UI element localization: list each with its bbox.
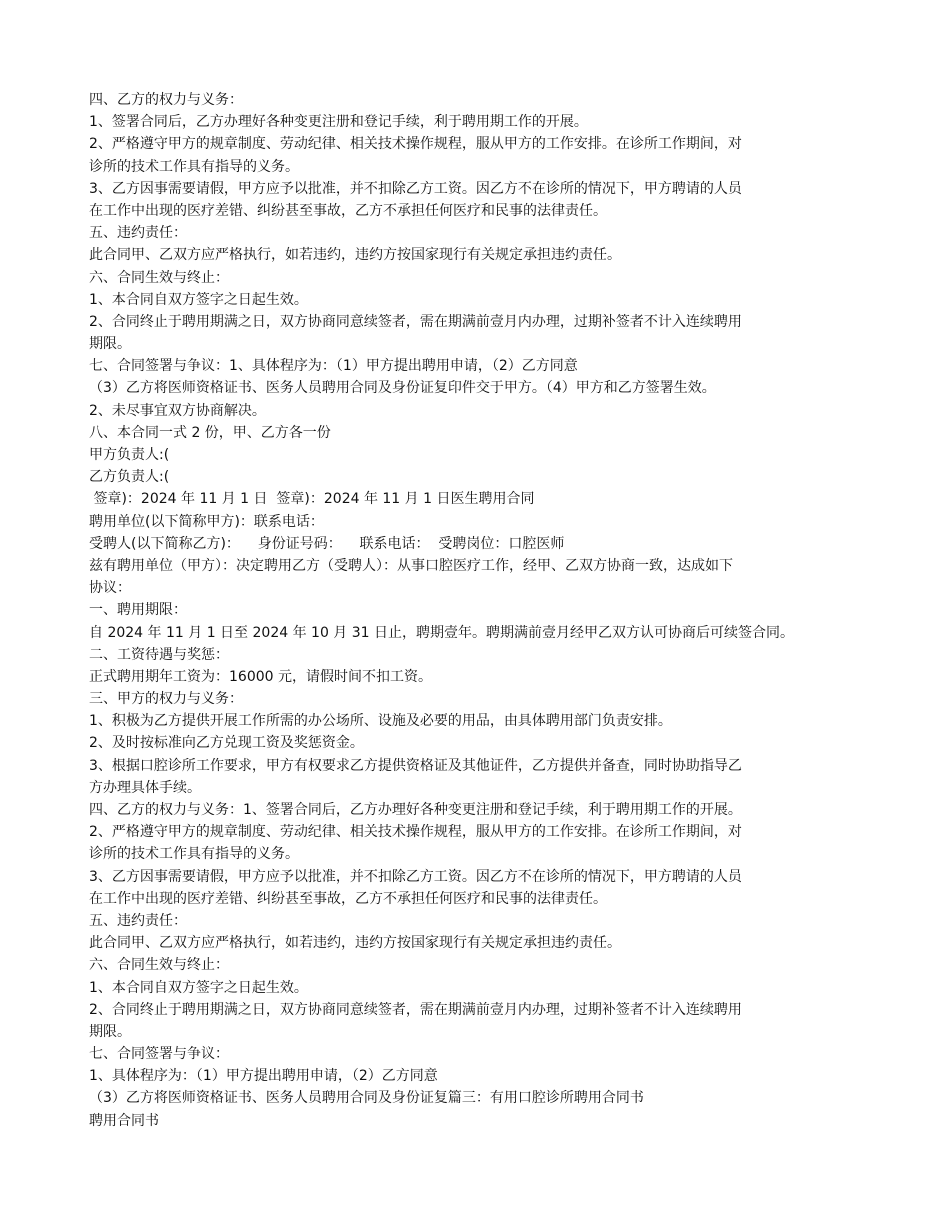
text-line: 3、乙方因事需要请假，甲方应予以批准，并不扣除乙方工资。因乙方不在诊所的情况下，甲方聘请的人员 bbox=[89, 868, 742, 885]
text-line: 诊所的技术工作具有指导的义务。 bbox=[89, 158, 299, 175]
text-line: 2、严格遵守甲方的规章制度、劳动纪律、相关技术操作规程，服从甲方的工作安排。在诊所工作期间，对 bbox=[89, 136, 742, 153]
text-line: 期限。 bbox=[89, 336, 131, 353]
text-line: 六、合同生效与终止： bbox=[89, 957, 229, 974]
text-line: 四、乙方的权力与义务： bbox=[89, 92, 243, 108]
text-line: 签章)：2024 年 11 月 1 日 签章)：2024 年 11 月 1 日医生聘用合同 bbox=[89, 491, 535, 508]
text-line: 期限。 bbox=[89, 1023, 131, 1040]
text-line: 三、甲方的权力与义务： bbox=[89, 691, 243, 708]
text-line: 聘用合同书 bbox=[89, 1112, 159, 1129]
text-line: （3）乙方将医师资格证书、医务人员聘用合同及身份证复篇三：有用口腔诊所聘用合同书 bbox=[89, 1090, 644, 1107]
text-line: 五、违约责任： bbox=[89, 912, 187, 929]
text-line: 方办理具体手续。 bbox=[89, 779, 201, 796]
text-line: 1、本合同自双方签字之日起生效。 bbox=[89, 979, 308, 996]
text-line: 1、签署合同后，乙方办理好各种变更注册和登记手续，利于聘用期工作的开展。 bbox=[89, 114, 588, 131]
text-line: 1、本合同自双方签字之日起生效。 bbox=[89, 291, 308, 308]
text-line: 2、合同终止于聘用期满之日，双方协商同意续签者，需在期满前壹月内办理，过期补签者不计入连续聘用 bbox=[89, 1001, 742, 1018]
text-line: 八、本合同一式 2 份，甲、乙方各一份 bbox=[89, 424, 331, 441]
text-line: 二、工资待遇与奖惩： bbox=[89, 646, 229, 663]
text-line: 3、乙方因事需要请假，甲方应予以批准，并不扣除乙方工资。因乙方不在诊所的情况下，甲方聘请的人员 bbox=[89, 180, 742, 197]
text-line: 七、合同签署与争议： bbox=[89, 1046, 229, 1063]
text-line: （3）乙方将医师资格证书、医务人员聘用合同及身份证复印件交于甲方。（4）甲方和乙方签署生效。 bbox=[89, 380, 716, 397]
text-line: 此合同甲、乙双方应严格执行，如若违约，违约方按国家现行有关规定承担违约责任。 bbox=[89, 247, 621, 264]
text-line: 乙方负责人:( bbox=[89, 469, 170, 486]
text-line: 七、合同签署与争议：1、具体程序为：（1）甲方提出聘用申请，（2）乙方同意 bbox=[89, 358, 578, 375]
text-line: 五、违约责任： bbox=[89, 225, 187, 242]
text-line: 一、聘用期限： bbox=[89, 602, 187, 619]
text-line: 甲方负责人:( bbox=[89, 447, 170, 463]
text-line: 1、积极为乙方提供开展工作所需的办公场所、设施及必要的用品，由具体聘用部门负责安排。 bbox=[89, 713, 672, 730]
text-line: 聘用单位(以下简称甲方)：联系电话： bbox=[89, 513, 324, 530]
text-line: 2、及时按标准向乙方兑现工资及奖惩资金。 bbox=[89, 735, 364, 752]
text-line: 3、根据口腔诊所工作要求，甲方有权要求乙方提供资格证及其他证件，乙方提供并备查，同时协助指导乙 bbox=[89, 757, 742, 774]
document-body bbox=[89, 89, 869, 1132]
text-line: 兹有聘用单位（甲方）：决定聘用乙方（受聘人）：从事口腔医疗工作，经甲、乙双方协商一致，达成如下 bbox=[89, 557, 733, 574]
text-line: 受聘人(以下简称乙方)： 身份证号码： 联系电话： 受聘岗位：口腔医师 bbox=[89, 535, 565, 552]
text-line: 六、合同生效与终止： bbox=[89, 269, 229, 286]
text-line: 此合同甲、乙双方应严格执行，如若违约，违约方按国家现行有关规定承担违约责任。 bbox=[89, 935, 621, 952]
text-line: 在工作中出现的医疗差错、纠纷甚至事故，乙方不承担任何医疗和民事的法律责任。 bbox=[89, 202, 607, 219]
text-line: 2、合同终止于聘用期满之日，双方协商同意续签者，需在期满前壹月内办理，过期补签者不计入连续聘用 bbox=[89, 313, 742, 330]
text-line: 自 2024 年 11 月 1 日至 2024 年 10 月 31 日止，聘期壹年。聘期满前壹月经甲乙双方认可协商后可续签合同。 bbox=[89, 624, 795, 641]
text-line: 在工作中出现的医疗差错、纠纷甚至事故，乙方不承担任何医疗和民事的法律责任。 bbox=[89, 890, 607, 907]
text-line: 2、严格遵守甲方的规章制度、劳动纪律、相关技术操作规程，服从甲方的工作安排。在诊所工作期间，对 bbox=[89, 824, 742, 841]
text-line: 1、具体程序为：（1）甲方提出聘用申请，（2）乙方同意 bbox=[89, 1068, 438, 1085]
text-line: 诊所的技术工作具有指导的义务。 bbox=[89, 846, 299, 863]
text-line: 正式聘用期年工资为：16000 元，请假时间不扣工资。 bbox=[89, 668, 432, 685]
text-line: 2、未尽事宜双方协商解决。 bbox=[89, 402, 266, 419]
text-line: 协议： bbox=[89, 580, 131, 597]
text-line: 四、乙方的权力与义务：1、签署合同后，乙方办理好各种变更注册和登记手续，利于聘用期工作的开展。 bbox=[89, 802, 742, 818]
